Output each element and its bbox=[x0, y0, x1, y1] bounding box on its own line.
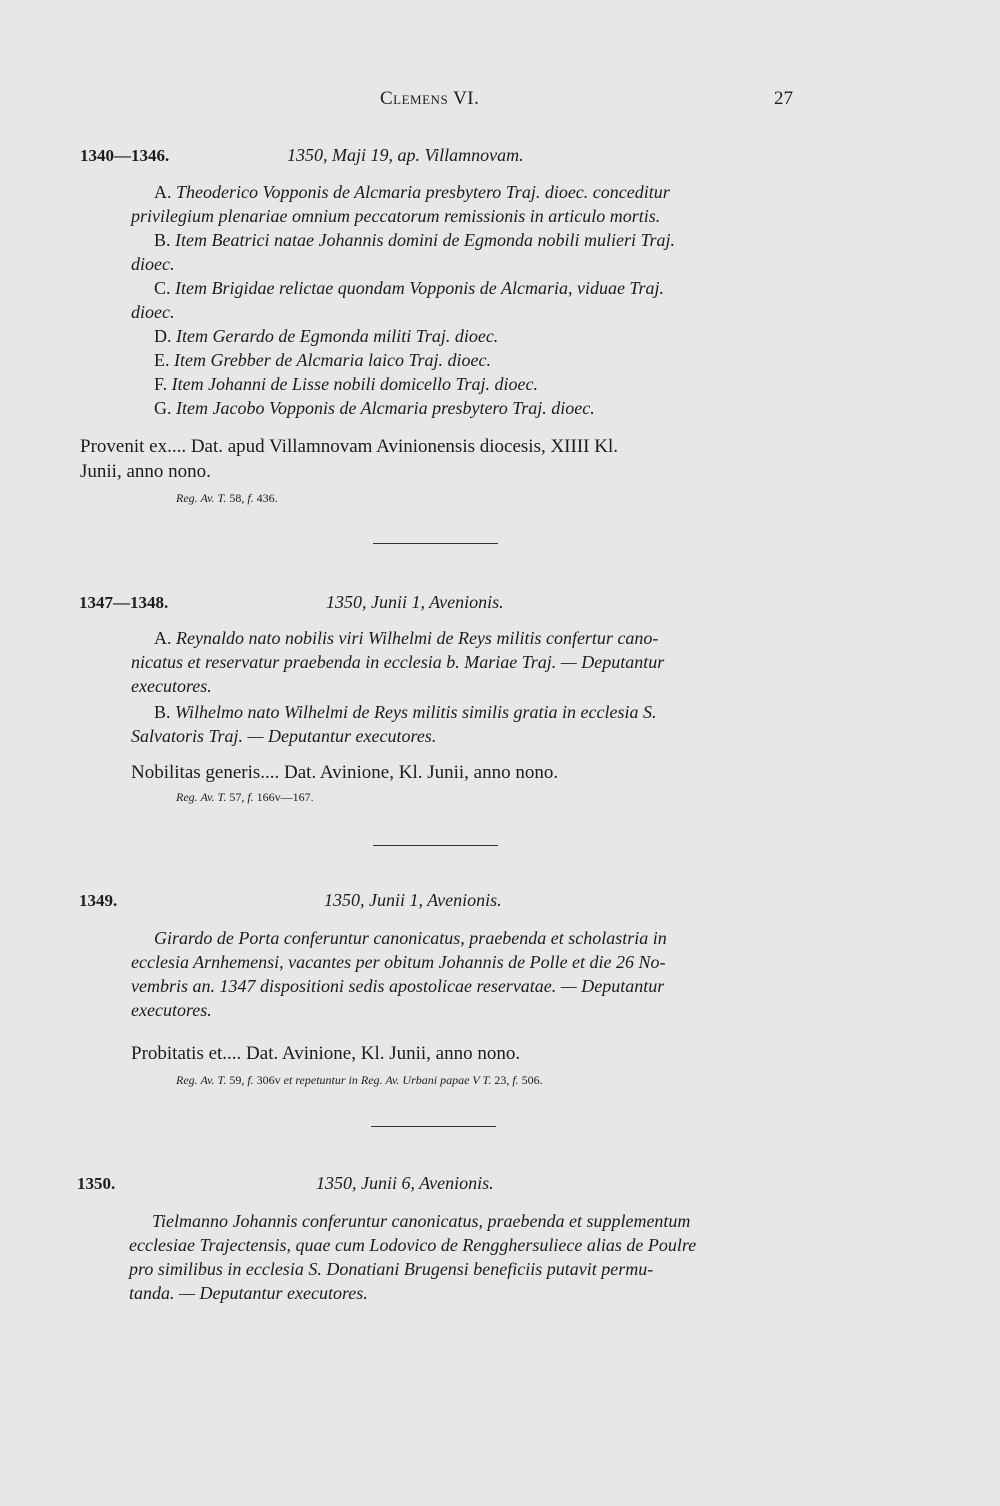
entry-body-line: vembris an. 1347 dispositioni sedis apostolicae reservatae. — Deputantur bbox=[131, 976, 665, 996]
closing-line: Nobilitas generis.... Dat. Avinione, Kl. Junii, anno nono. bbox=[131, 762, 559, 783]
entry-body-line: Girardo de Porta conferuntur canonicatus, praebenda et scholastria in bbox=[154, 928, 667, 948]
entry-number: 1347—1348. bbox=[79, 593, 169, 612]
item-letter: B. bbox=[154, 230, 171, 250]
page-number: 27 bbox=[774, 88, 793, 109]
item-text-continued: Salvatoris Traj. — Deputantur executores. bbox=[131, 726, 437, 746]
item-letter: A. bbox=[154, 182, 172, 202]
entry-body-line: executores. bbox=[131, 1000, 212, 1020]
register-reference: Reg. Av. T. 57, f. 166v—167. bbox=[176, 790, 314, 804]
entry-number: 1340—1346. bbox=[80, 146, 170, 165]
register-reference: Reg. Av. T. 58, f. 436. bbox=[176, 491, 278, 505]
item-letter: C. bbox=[154, 278, 171, 298]
entry-item bbox=[154, 396, 595, 420]
entry-body-line: Tielmanno Johannis conferuntur canonicatus, praebenda et supplementum bbox=[152, 1211, 691, 1231]
item-text: Item Grebber de Alcmaria laico Traj. dioec. bbox=[174, 350, 491, 370]
closing-line: Probitatis et.... Dat. Avinione, Kl. Junii, anno nono. bbox=[131, 1043, 521, 1064]
section-divider bbox=[371, 1126, 496, 1127]
entry-body-line: pro similibus in ecclesia S. Donatiani Brugensi beneficiis putavit permu- bbox=[129, 1259, 654, 1279]
entry-item bbox=[154, 372, 538, 396]
entry-date: 1350, Junii 1, Avenionis. bbox=[326, 592, 504, 612]
entry-date: 1350, Maji 19, ap. Villamnovam. bbox=[287, 145, 524, 165]
register-reference: Reg. Av. T. 59, f. 306v et repetuntur in Reg. Av. Urbani papae V T. 23, f. 506. bbox=[176, 1073, 543, 1087]
entry-number: 1350. bbox=[77, 1174, 116, 1193]
item-text-continued: executores. bbox=[131, 676, 212, 696]
item-letter: G. bbox=[154, 398, 172, 418]
item-text: Item Brigidae relictae quondam Vopponis de Alcmaria, viduae Traj. bbox=[175, 278, 664, 298]
entry-item bbox=[154, 324, 498, 348]
entry-body-line: tanda. — Deputantur executores. bbox=[129, 1283, 368, 1303]
item-text-continued: nicatus et reservatur praebenda in ecclesia b. Mariae Traj. — Deputantur bbox=[131, 652, 665, 672]
item-text-continued: privilegium plenariae omnium peccatorum remissionis in articulo mortis. bbox=[131, 206, 661, 226]
entry-item bbox=[154, 276, 664, 300]
entry-item bbox=[131, 626, 794, 650]
item-text: Reynaldo nato nobilis viri Wilhelmi de Reys militis confertur cano- bbox=[176, 628, 659, 648]
item-letter: E. bbox=[154, 350, 170, 370]
item-letter: F. bbox=[154, 374, 168, 394]
entry-body-line: ecclesia Arnhemensi, vacantes per obitum Johannis de Polle et die 26 No- bbox=[131, 952, 666, 972]
entry-date: 1350, Junii 1, Avenionis. bbox=[324, 890, 502, 910]
item-letter: B. bbox=[154, 702, 171, 722]
running-title: Clemens VI. bbox=[380, 88, 480, 109]
closing-line: Provenit ex.... Dat. apud Villamnovam Avinionensis diocesis, XIIII Kl. bbox=[80, 436, 618, 457]
entry-item bbox=[154, 180, 670, 204]
item-text: Theoderico Vopponis de Alcmaria presbytero Traj. dioec. conceditur bbox=[176, 182, 670, 202]
item-text: Item Jacobo Vopponis de Alcmaria presbytero Traj. dioec. bbox=[176, 398, 595, 418]
entry-item bbox=[154, 228, 675, 252]
entry-body-line: ecclesiae Trajectensis, quae cum Lodovico de Rengghersuliece alias de Poulre bbox=[129, 1235, 697, 1255]
entry-date: 1350, Junii 6, Avenionis. bbox=[316, 1173, 494, 1193]
closing-line: Junii, anno nono. bbox=[80, 461, 211, 482]
item-text: Item Gerardo de Egmonda militi Traj. dioec. bbox=[176, 326, 499, 346]
item-letter: A. bbox=[154, 628, 172, 648]
item-text-continued: dioec. bbox=[131, 254, 175, 274]
item-text-continued: dioec. bbox=[131, 302, 175, 322]
item-text: Item Beatrici natae Johannis domini de Egmonda nobili mulieri Traj. bbox=[175, 230, 675, 250]
section-divider bbox=[373, 543, 498, 544]
section-divider bbox=[373, 845, 498, 846]
item-text: Item Johanni de Lisse nobili domicello Traj. dioec. bbox=[171, 374, 539, 394]
entry-item bbox=[154, 700, 656, 724]
entry-item bbox=[154, 348, 491, 372]
item-text: Wilhelmo nato Wilhelmi de Reys militis similis gratia in ecclesia S. bbox=[175, 702, 657, 722]
entry-number: 1349. bbox=[79, 891, 118, 910]
item-letter: D. bbox=[154, 326, 172, 346]
